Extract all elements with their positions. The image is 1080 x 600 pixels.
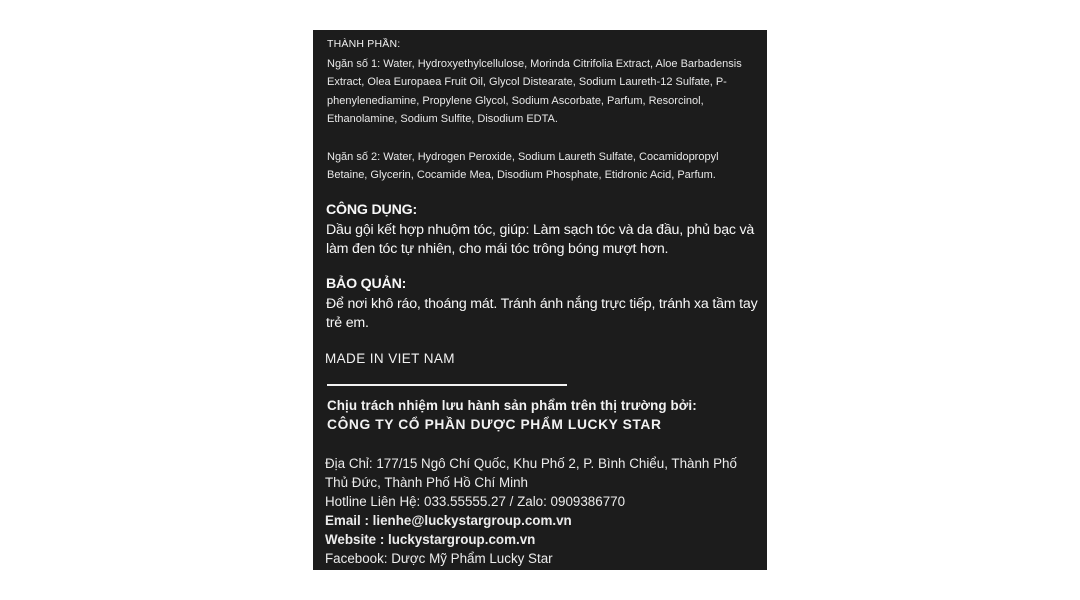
address-text: Địa Chỉ: 177/15 Ngô Chí Quốc, Khu Phố 2, P. Bình Chiểu, Thành Phố Thủ Đức, Thành Phố Hồ Chí Minh [325,456,737,490]
storage-text: Để nơi khô ráo, thoáng mát. Tránh ánh nắng trực tiếp, tránh xa tầm tay trẻ em. [326,295,758,331]
storage-section [326,275,761,334]
contact-block [325,454,763,568]
responsibility-note: Chịu trách nhiệm lưu hành sản phẩm trên thị trường bởi: [327,398,697,413]
email-text: Email : lienhe@luckystargroup.com.vn [325,513,572,528]
usage-text: Dầu gội kết hợp nhuộm tóc, giúp: Làm sạch tóc và da đầu, phủ bạc và làm đen tóc tự nhiên, cho mái tóc trông bóng mượt hơn. [326,221,755,257]
facebook-text: Facebook: Dược Mỹ Phẩm Lucky Star [325,551,553,566]
made-in-label: MADE IN VIET NAM [325,351,455,366]
hotline-text: Hotline Liên Hệ: 033.55555.27 / Zalo: 0909386770 [325,494,626,509]
usage-section [326,201,761,260]
ingredients-compartment-2: Ngăn số 2: Water, Hydrogen Peroxide, Sodium Laureth Sulfate, Cocamidopropyl Betaine, Glycerin, Cocamide Mea, Disodium Phosphate, Etidronic Acid, Parfum. [327,151,719,182]
usage-heading: CÔNG DỤNG: [326,202,418,218]
storage-heading: BẢO QUẢN: [326,276,407,292]
website-text: Website : luckystargroup.com.vn [325,532,536,547]
ingredients-compartment-1: Ngăn số 1: Water, Hydroxyethylcellulose, Morinda Citrifolia Extract, Aloe Barbadensis Extract, Olea Europaea Fruit Oil, Glycol Distearate, Sodium Laureth-12 Sulfate, P-phenylenediamine, Propylene Glycol, Sodium Ascorbate, Parfum, Resorcinol, Ethanolamine, Sodium Sulfite, Disodium EDTA. [327,58,742,126]
divider [327,384,567,386]
product-label-panel [313,30,767,570]
company-name: CÔNG TY CỔ PHẦN DƯỢC PHẨM LUCKY STAR [327,417,662,432]
ingredients-title: THÀNH PHẦN: [327,38,401,50]
